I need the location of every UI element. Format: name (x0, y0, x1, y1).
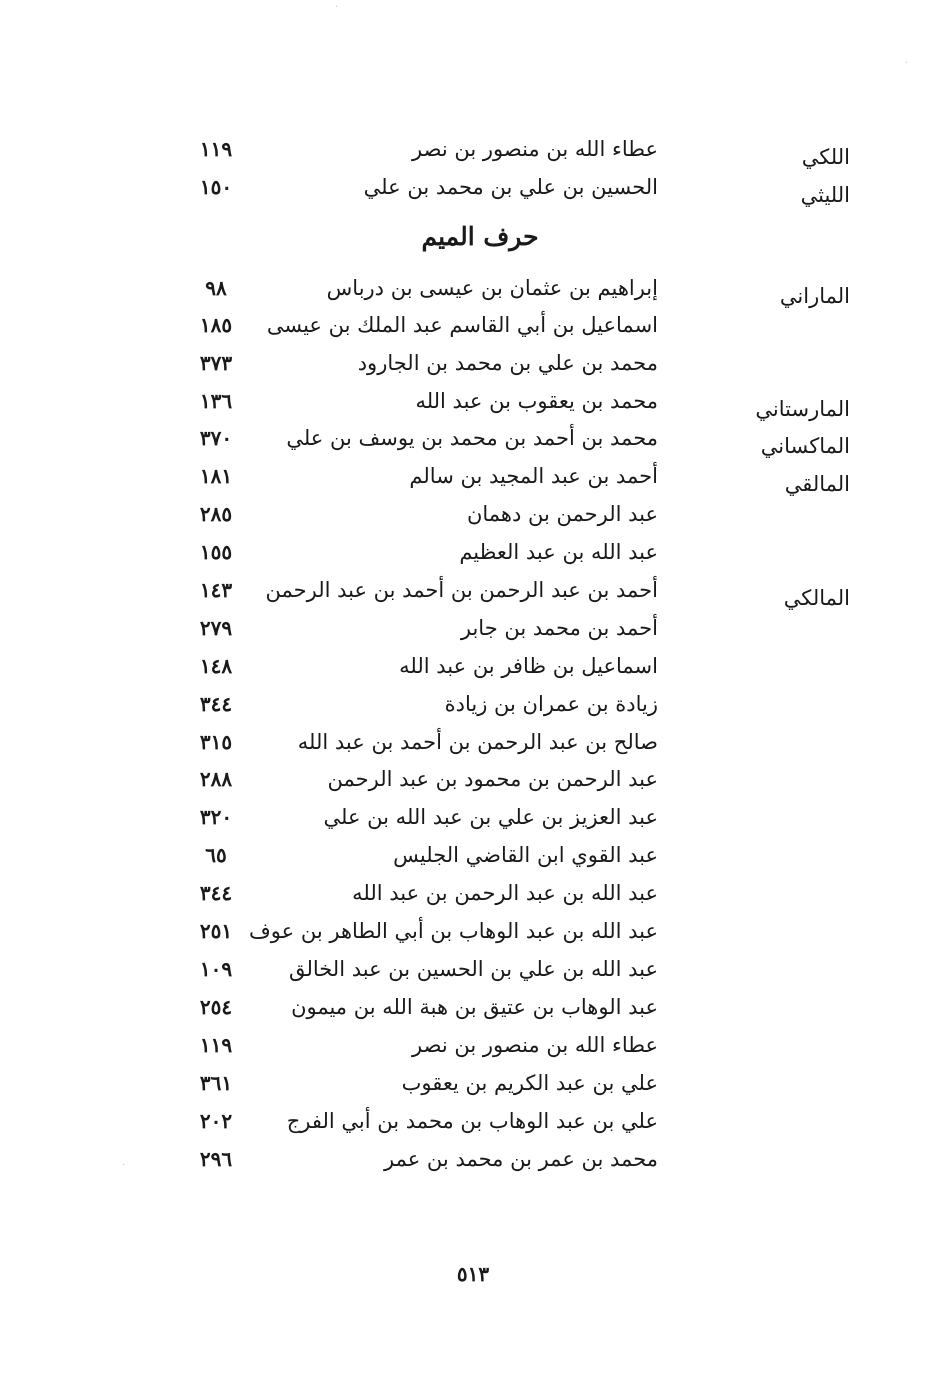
page-reference: ٢٨٨ (199, 767, 233, 791)
person-name: اسماعيل بن ظافر بن عبد الله (399, 654, 658, 678)
index-entry (0, 730, 946, 768)
person-name: عطاء الله بن منصور بن نصر (412, 1033, 658, 1057)
page-reference: ١٥٥ (199, 540, 233, 564)
index-entry (0, 464, 946, 502)
section-heading: حرف الميم (421, 222, 539, 251)
page-reference: ١٤٣ (199, 578, 233, 602)
page-reference: ٢٠٢ (199, 1109, 233, 1133)
person-name: الحسين بن علي بن محمد بن علي (363, 175, 658, 199)
nisba: اللكي (801, 145, 850, 169)
person-name: زيادة بن عمران بن زيادة (444, 692, 658, 716)
page-reference: ٢٧٩ (199, 616, 233, 640)
index-entry (0, 843, 946, 881)
person-name: عبد العزيز بن علي بن عبد الله بن علي (323, 805, 658, 829)
person-name: محمد بن يعقوب بن عبد الله (415, 389, 658, 413)
index-entry (0, 995, 946, 1033)
nisba: الماراني (779, 284, 850, 308)
person-name: علي بن عبد الوهاب بن محمد بن أبي الفرج (286, 1109, 658, 1133)
person-name: عبد الله بن علي بن الحسين بن عبد الخالق (288, 957, 658, 981)
index-entry (0, 692, 946, 730)
index-entry (0, 1147, 946, 1185)
index-entry (0, 351, 946, 389)
page-reference: ٣٧٣ (199, 351, 233, 375)
page-reference: ١٥٠ (199, 175, 233, 199)
index-entry (0, 1071, 946, 1109)
page-number: ٥١٣ (456, 1262, 490, 1286)
index-entry (0, 578, 946, 616)
person-name: محمد بن عمر بن محمد بن عمر (384, 1147, 658, 1171)
person-name: عبد الرحمن بن محمود بن عبد الرحمن (327, 767, 658, 791)
index-entry (0, 654, 946, 692)
index-entry (0, 1109, 946, 1147)
person-name: عبد الله بن عبد العظيم (459, 540, 658, 564)
person-name: عطاء الله بن منصور بن نصر (412, 137, 658, 161)
scan-mark: · (335, 2, 339, 13)
page-reference: ١٤٨ (199, 654, 233, 678)
index-entry (0, 175, 946, 213)
page-reference: ١٣٦ (199, 389, 233, 413)
index-entry (0, 313, 946, 351)
scan-mark: · (122, 1160, 126, 1171)
person-name: علي بن عبد الكريم بن يعقوب (401, 1071, 658, 1095)
person-name: عبد الرحمن بن دهمان (466, 502, 658, 526)
person-name: محمد بن علي بن محمد بن الجارود (357, 351, 658, 375)
person-name: أحمد بن عبد المجيد بن سالم (409, 464, 658, 488)
index-entry (0, 805, 946, 843)
page-reference: ١٠٩ (199, 957, 233, 981)
page-reference: ١٨١ (199, 464, 233, 488)
person-name: عبد الوهاب بن عتيق بن هبة الله بن ميمون (291, 995, 658, 1019)
page-reference: ٦٥ (205, 843, 227, 867)
page-reference: ١١٩ (199, 1033, 233, 1057)
person-name: عبد الله بن عبد الوهاب بن أبي الطاهر بن عوف (249, 919, 658, 943)
page-reference: ٣٢٠ (199, 805, 233, 829)
index-entry (0, 540, 946, 578)
person-name: أحمد بن عبد الرحمن بن أحمد بن عبد الرحمن (265, 578, 658, 602)
index-entry (0, 502, 946, 540)
index-entry (0, 957, 946, 995)
page-reference: ٣٤٤ (199, 881, 233, 905)
index-entry (0, 389, 946, 427)
index-entry (0, 1033, 946, 1071)
index-entry (0, 881, 946, 919)
scan-mark: · (905, 58, 909, 69)
index-entry (0, 616, 946, 654)
page-reference: ٣٧٠ (199, 426, 233, 450)
page-reference: ٢٨٥ (199, 502, 233, 526)
nisba: المارستاني (755, 397, 850, 421)
nisba: الماكساني (760, 434, 850, 458)
person-name: إبراهيم بن عثمان بن عيسى بن درباس (326, 276, 658, 300)
index-entry (0, 137, 946, 175)
page-reference: ٩٨ (205, 276, 227, 300)
index-entry (0, 919, 946, 957)
page-reference: ٣٦١ (199, 1071, 233, 1095)
page-reference: ١١٩ (199, 137, 233, 161)
person-name: اسماعيل بن أبي القاسم عبد الملك بن عيسى (266, 313, 658, 337)
person-name: عبد القوي ابن القاضي الجليس (393, 843, 658, 867)
nisba: المالقي (784, 472, 850, 496)
page-reference: ٣٤٤ (199, 692, 233, 716)
index-entry (0, 767, 946, 805)
person-name: محمد بن أحمد بن محمد بن يوسف بن علي (286, 426, 658, 450)
page-reference: ٣١٥ (199, 730, 233, 754)
person-name: عبد الله بن عبد الرحمن بن عبد الله (352, 881, 658, 905)
person-name: أحمد بن محمد بن جابر (460, 616, 658, 640)
page-reference: ٢٥١ (199, 919, 233, 943)
index-entry (0, 426, 946, 464)
page-reference: ٢٥٤ (199, 995, 233, 1019)
page-reference: ٢٩٦ (199, 1147, 233, 1171)
nisba: المالكي (783, 586, 850, 610)
index-entry (0, 276, 946, 314)
person-name: صالح بن عبد الرحمن بن أحمد بن عبد الله (297, 730, 658, 754)
page-reference: ١٨٥ (199, 313, 233, 337)
nisba: الليثي (800, 183, 850, 207)
